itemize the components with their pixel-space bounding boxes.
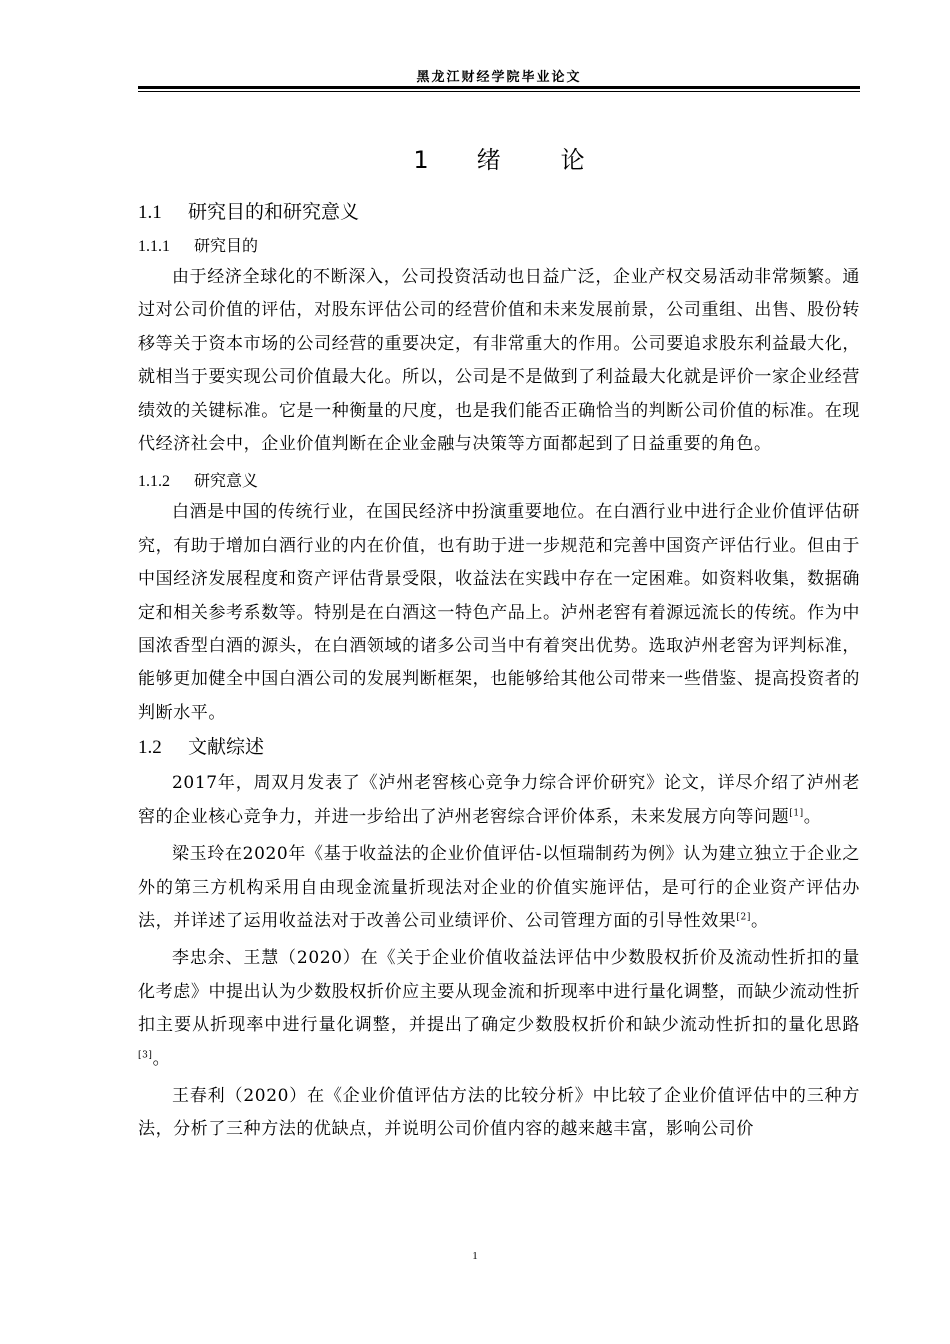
page-number: 1 <box>472 1250 478 1262</box>
subsection-number: 1.1.2 <box>138 473 170 491</box>
literature-paragraph-3 <box>138 942 860 1076</box>
subsection-title: 研究意义 <box>194 471 259 491</box>
chapter-title <box>138 140 860 175</box>
header-rule-thick <box>138 86 860 89</box>
paragraph-end: 。 <box>152 1048 171 1069</box>
paragraph-text: 2017年，周双月发表了《泸州老窖核心竞争力综合评价研究》论文，详尽介绍了泸州老窖的企业核心竞争力，并进一步给出了泸州老窖综合评价体系，未来发展方向等问题 <box>138 773 860 827</box>
section-heading-1-2 <box>138 732 860 763</box>
literature-paragraph-4: 王春利（2020）在《企业价值评估方法的比较分析》中比较了企业价值评估中的三种方法，分析了三种方法的优缺点，并说明公司价值内容的越来越丰富，影响公司价 <box>138 1085 860 1140</box>
subsection-number: 1.1.1 <box>138 238 170 255</box>
section-heading-1-1 <box>138 197 860 228</box>
citation-ref: [3] <box>138 1049 153 1060</box>
paragraph-text: 李忠余、王慧（2020）在《关于企业价值收益法评估中少数股权折价及流动性折扣的量化考虑》中提出认为少数股权折价应主要从现金流和折现率中进行量化调整，而缺少流动性折扣主要从折现率中进行量化调整，并提出了确定少数股权折价和缺少流动性折扣的量化思路 <box>138 948 860 1036</box>
paragraph-end: 。 <box>803 806 822 827</box>
citation-ref: [1] <box>789 808 804 819</box>
page-content <box>138 136 860 1147</box>
chapter-title-part2: 论 <box>560 146 585 174</box>
section-title: 文献综述 <box>188 736 265 759</box>
paragraph-end: 。 <box>750 910 769 931</box>
subsection-heading-1-1-1 <box>138 232 860 261</box>
section-number: 1.2 <box>138 737 162 759</box>
running-header: 黑龙江财经学院毕业论文 <box>416 70 582 85</box>
literature-paragraph-1 <box>138 767 860 834</box>
paragraph-text: 梁玉玲在2020年《基于收益法的企业价值评估-以恒瑞制药为例》认为建立独立于企业之外的第三方机构采用自由现金流量折现法对企业的价值实施评估，是可行的企业资产评估办法，并详述了运用收益法对于改善公司业绩评价、公司管理方面的引导性效果 <box>138 844 860 931</box>
paragraph-research-significance: 白酒是中国的传统行业，在国民经济中扮演重要地位。在白酒行业中进行企业价值评估研究，有助于增加白酒行业的内在价值，也有助于进一步规范和完善中国资产评估行业。但由于中国经济发展程度和资产评估背景受限，收益法在实践中存在一定困难。如资料收集，数据确定和相关参考系数等。特别是在白酒这一特色产品上。泸州老窖有着源远流长的传统。作为中国浓香型白酒的源头，在白酒领域的诸多公司当中有着突出优势。选取泸州老窖为评判标准，能够更加健全中国白酒公司的发展判断框架，也能够给其他公司带来一些借鉴、提高投资者的判断水平。 <box>138 502 860 723</box>
paragraph-research-purpose: 由于经济全球化的不断深入，公司投资活动也日益广泛，企业产权交易活动非常频繁。通过对公司价值的评估，对股东评估公司的经营价值和未来发展前景，公司重组、出售、股份转移等关于资本市场的公司经营的重要决定，有非常重大的作用。公司要追求股东利益最大化，就相当于要实现公司价值最大化。所以，公司是不是做到了利益最大化就是评价一家企业经营绩效的关键标准。它是一种衡量的尺度，也是我们能否正确恰当的判断公司价值的标准。在现代经济社会中，企业价值判断在企业金融与决策等方面都起到了日益重要的角色。 <box>138 267 860 455</box>
subsection-heading-1-1-2 <box>138 467 860 496</box>
section-number: 1.1 <box>138 202 162 223</box>
subsection-title: 研究目的 <box>194 236 259 255</box>
chapter-title-part1: 绪 <box>476 146 501 174</box>
chapter-number: 1 <box>413 146 429 174</box>
literature-paragraph-2 <box>138 838 860 938</box>
header-rule-thin <box>138 91 860 92</box>
citation-ref: [2] <box>736 912 751 923</box>
section-title: 研究目的和研究意义 <box>188 201 360 223</box>
